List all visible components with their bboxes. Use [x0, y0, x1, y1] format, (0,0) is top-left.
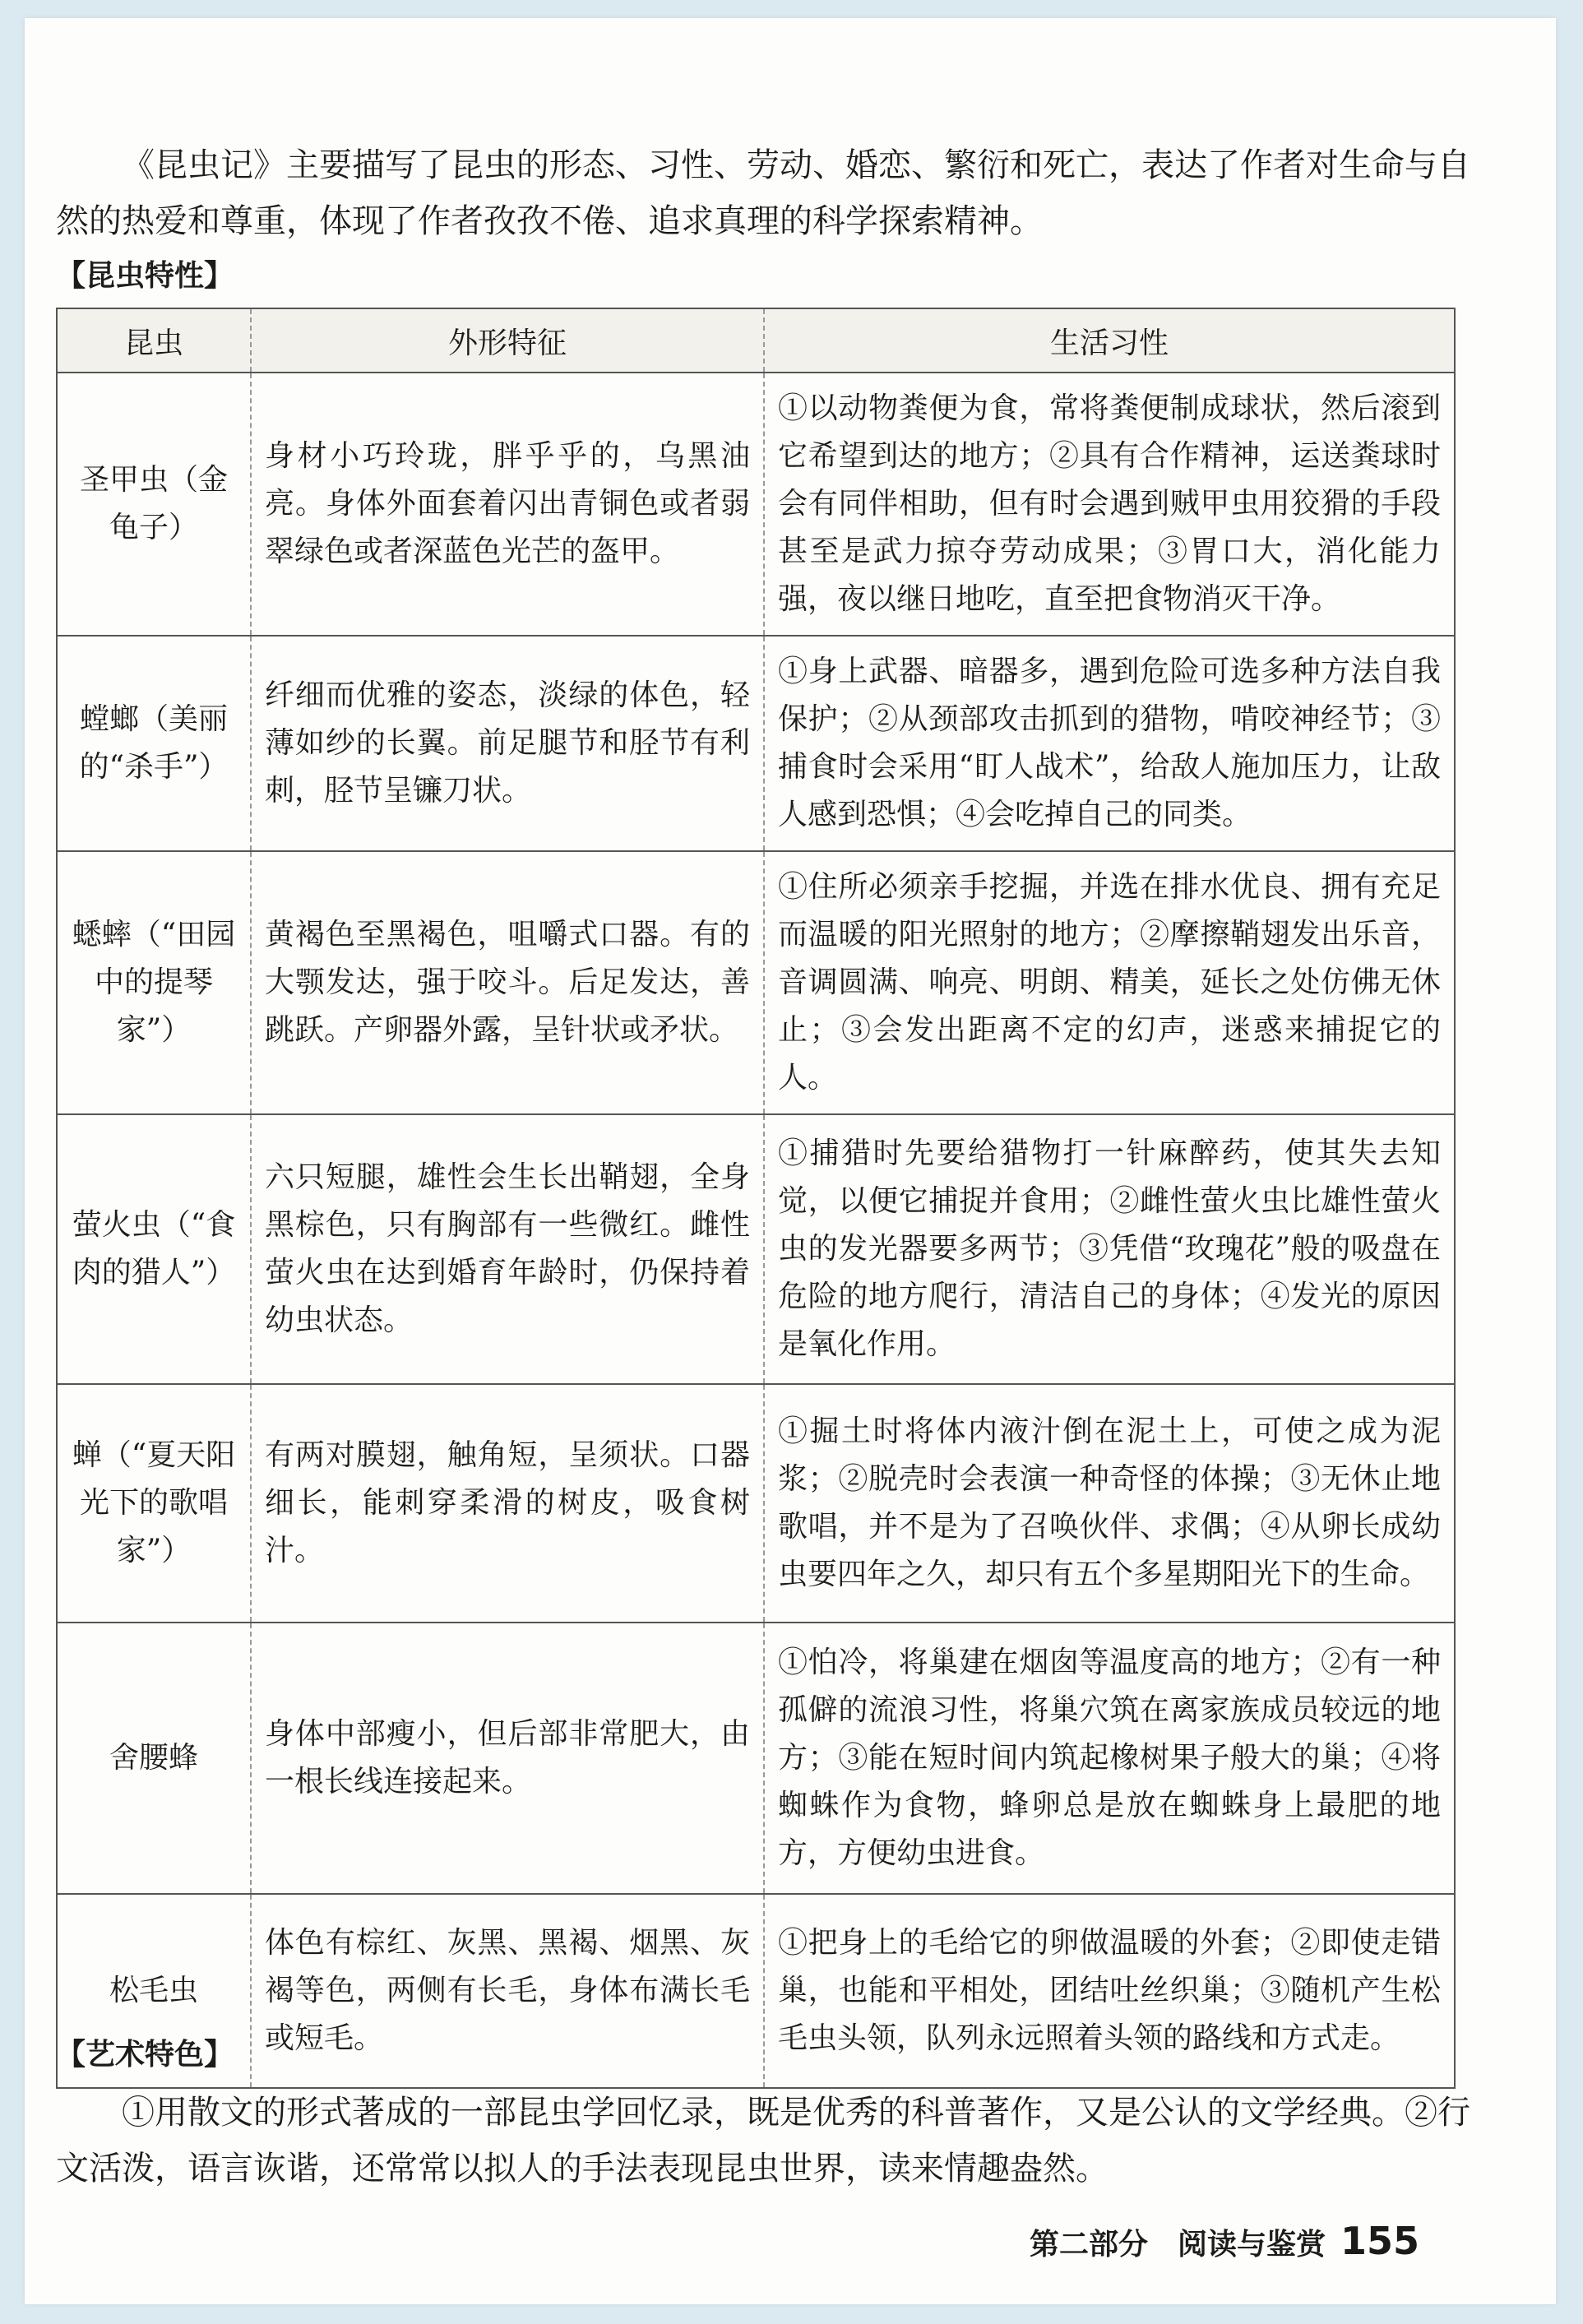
insect-features: 六只短腿，雄性会生长出鞘翅，全身黑棕色，只有胸部有一些微红。雌性萤火虫在达到婚育年龄时，仍保持着幼虫状态。	[251, 1114, 764, 1384]
table-row	[57, 1384, 1455, 1623]
table-row	[57, 1114, 1455, 1384]
section-title-artistic-features: 【艺术特色】	[56, 2038, 234, 2072]
page-number: 155	[1340, 2219, 1420, 2263]
insect-habits: ①掘土时将体内液汁倒在泥土上，可使之成为泥浆；②脱壳时会表演一种奇怪的体操；③无休止地歌唱，并不是为了召唤伙伴、求偶；④从卵长成幼虫要四年之久，却只有五个多星期阳光下的生命。	[764, 1384, 1455, 1623]
section-title-insect-traits: 【昆虫特性】	[56, 259, 234, 293]
book-page	[25, 18, 1556, 2304]
insect-name: 舍腰蜂	[57, 1623, 251, 1894]
insect-habits: ①身上武器、暗器多，遇到危险可选多种方法自我保护；②从颈部攻击抓到的猎物，啃咬神经节；③捕食时会采用“盯人战术”，给敌人施加压力，让敌人感到恐惧；④会吃掉自己的同类。	[764, 636, 1455, 851]
header-features: 外形特征	[251, 308, 764, 373]
insect-name: 圣甲虫（金龟子）	[57, 373, 251, 636]
insect-habits: ①住所必须亲手挖掘，并选在排水优良、拥有充足而温暖的阳光照射的地方；②摩擦鞘翅发出乐音，音调圆满、响亮、明朗、精美，延长之处仿佛无休止；③会发出距离不定的幻声，迷惑来捕捉它的人。	[764, 851, 1455, 1114]
insect-features: 身体中部瘦小，但后部非常肥大，由一根长线连接起来。	[251, 1623, 764, 1894]
intro-paragraph: 《昆虫记》主要描写了昆虫的形态、习性、劳动、婚恋、繁衍和死亡，表达了作者对生命与自然的热爱和尊重，体现了作者孜孜不倦、追求真理的科学探索精神。	[56, 146, 1470, 240]
insect-features: 体色有棕红、灰黑、黑褐、烟黑、灰褐等色，两侧有长毛，身体布满长毛或短毛。	[251, 1894, 764, 2088]
insect-features: 纤细而优雅的姿态，淡绿的体色，轻薄如纱的长翼。前足腿节和胫节有利刺，胫节呈镰刀状。	[251, 636, 764, 851]
artistic-features-paragraph: ①用散文的形式著成的一部昆虫学回忆录，既是优秀的科普著作，又是公认的文学经典。②行文活泼，语言诙谐，还常常以拟人的手法表现昆虫世界，读来情趣盎然。	[56, 2094, 1470, 2187]
table-row	[57, 1894, 1455, 2088]
page-footer	[1030, 2219, 1419, 2263]
table-header-row	[57, 308, 1455, 373]
insect-features: 有两对膜翅，触角短，呈须状。口器细长，能刺穿柔滑的树皮，吸食树汁。	[251, 1384, 764, 1623]
insect-habits: ①捕猎时先要给猎物打一针麻醉药，使其失去知觉，以便它捕捉并食用；②雌性萤火虫比雄性萤火虫的发光器要多两节；③凭借“玫瑰花”般的吸盘在危险的地方爬行，清洁自己的身体；④发光的原因是氧化作用。	[764, 1114, 1455, 1384]
table-row	[57, 851, 1455, 1114]
insect-name: 萤火虫（“食肉的猎人”）	[57, 1114, 251, 1384]
insect-name: 蟋蟀（“田园中的提琴家”）	[57, 851, 251, 1114]
insect-habits: ①怕冷，将巢建在烟囱等温度高的地方；②有一种孤僻的流浪习性，将巢穴筑在离家族成员较远的地方；③能在短时间内筑起橡树果子般大的巢；④将蜘蛛作为食物，蜂卵总是放在蜘蛛身上最肥的地方，方便幼虫进食。	[764, 1623, 1455, 1894]
insect-name: 螳螂（美丽的“杀手”）	[57, 636, 251, 851]
insect-features: 黄褐色至黑褐色，咀嚼式口器。有的大颚发达，强于咬斗。后足发达，善跳跃。产卵器外露，呈针状或矛状。	[251, 851, 764, 1114]
table-row	[57, 1623, 1455, 1894]
header-habits: 生活习性	[764, 308, 1455, 373]
insect-features: 身材小巧玲珑，胖乎乎的，乌黑油亮。身体外面套着闪出青铜色或者弱翠绿色或者深蓝色光芒的盔甲。	[251, 373, 764, 636]
insect-traits-table	[56, 308, 1456, 2089]
insect-name: 松毛虫	[57, 1894, 251, 2088]
insect-name: 蝉（“夏天阳光下的歌唱家”）	[57, 1384, 251, 1623]
insect-habits: ①把身上的毛给它的卵做温暖的外套；②即使走错巢，也能和平相处，团结吐丝织巢；③随机产生松毛虫头领，队列永远照着头领的路线和方式走。	[764, 1894, 1455, 2088]
header-insect: 昆虫	[57, 308, 251, 373]
table-row	[57, 373, 1455, 636]
insect-habits: ①以动物粪便为食，常将粪便制成球状，然后滚到它希望到达的地方；②具有合作精神，运送粪球时会有同伴相助，但有时会遇到贼甲虫用狡猾的手段甚至是武力掠夺劳动成果；③胃口大，消化能力强，夜以继日地吃，直至把食物消灭干净。	[764, 373, 1455, 636]
table-row	[57, 636, 1455, 851]
footer-section-label: 第二部分 阅读与鉴赏	[1030, 2228, 1326, 2262]
